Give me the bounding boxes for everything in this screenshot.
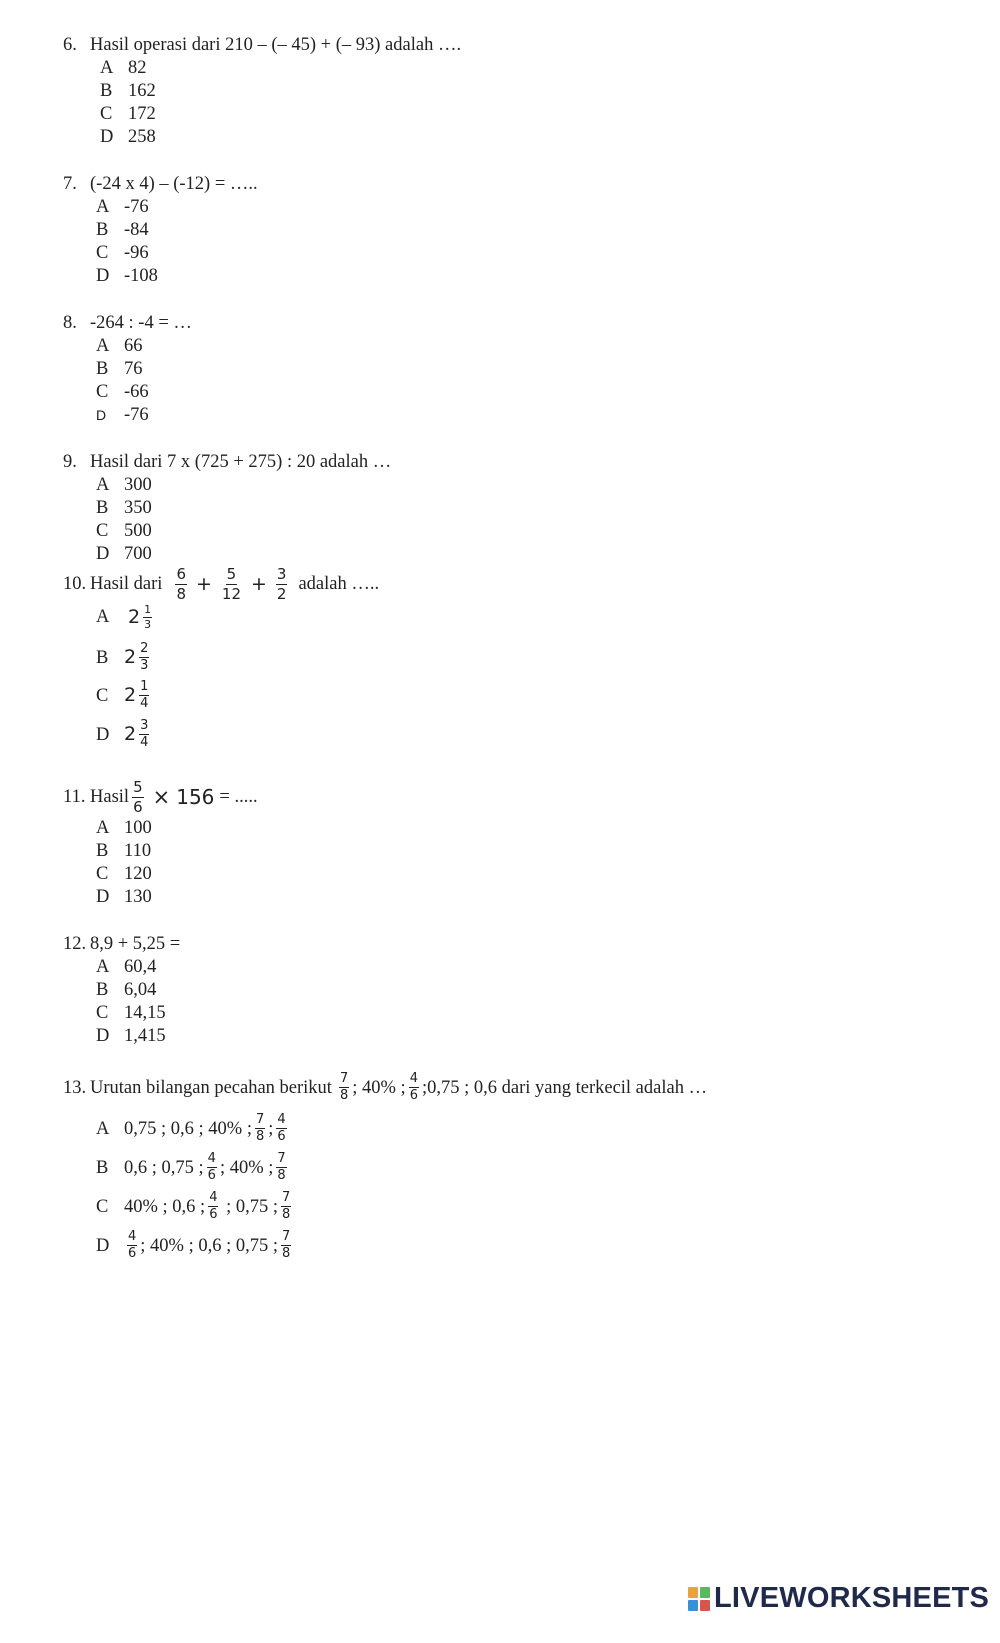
option-d[interactable] — [96, 888, 152, 907]
option-value: 76 — [124, 359, 143, 379]
question-text: Hasil dari 7 x (725 + 275) : 20 adalah … — [90, 452, 392, 472]
question-number: 7. — [63, 174, 77, 194]
option-d[interactable] — [96, 1230, 294, 1262]
option-letter: D — [96, 1026, 110, 1046]
option-value: -66 — [124, 382, 149, 402]
fraction: $\frac{7}{8}$ — [277, 1151, 286, 1184]
option-b[interactable] — [96, 360, 143, 379]
option-letter: C — [100, 104, 113, 124]
option-letter: B — [96, 1157, 109, 1178]
option-letter: D — [96, 724, 110, 745]
fraction: $\frac{4}{6}$ — [209, 1190, 218, 1223]
fraction: $\frac{1}{3}$ — [144, 603, 152, 632]
mixed-whole: 2 — [128, 606, 141, 629]
option-letter: A — [96, 818, 110, 838]
logo-text: LIVEWORKSHEETS — [714, 1582, 990, 1614]
fraction: $\frac{7}{8}$ — [339, 1071, 349, 1104]
option-value: -108 — [124, 266, 158, 286]
fraction: $\frac{2}{3}$ — [140, 641, 149, 674]
question-number: 12. — [63, 934, 87, 954]
option-b[interactable] — [96, 981, 156, 1000]
plus-operator: + — [195, 572, 212, 595]
question-7 — [63, 175, 258, 194]
question-number: 10. — [63, 573, 87, 594]
fraction: $\frac{6}{8}$ — [176, 565, 186, 603]
option-b[interactable] — [96, 842, 151, 861]
option-value: 100 — [124, 818, 152, 838]
option-letter: C — [96, 382, 109, 402]
question-text: = ..... — [219, 786, 258, 807]
times-operator: × — [152, 784, 171, 809]
option-text: 0,6 ; 0,75 ; — [124, 1157, 204, 1178]
question-11 — [63, 779, 258, 815]
option-a[interactable] — [100, 59, 147, 78]
option-value: 300 — [124, 475, 152, 495]
option-a[interactable] — [96, 198, 149, 217]
option-value: 6,04 — [124, 980, 157, 1000]
question-number: 11. — [63, 786, 86, 807]
option-value: 110 — [124, 841, 152, 861]
option-text: ; 40% ; 0,6 ; 0,75 ; — [140, 1235, 279, 1256]
option-value: 1,415 — [124, 1026, 166, 1046]
option-letter: C — [96, 864, 109, 884]
fraction: $\frac{7}{8}$ — [282, 1229, 291, 1262]
question-12 — [63, 935, 180, 954]
option-b[interactable] — [96, 499, 152, 518]
fraction: $\frac{4}{6}$ — [207, 1151, 216, 1184]
fraction: $\frac{7}{8}$ — [255, 1112, 265, 1145]
option-b[interactable] — [96, 1152, 290, 1184]
option-c[interactable] — [96, 865, 152, 884]
option-d[interactable] — [96, 719, 152, 751]
option-value: -96 — [124, 243, 149, 263]
option-letter: A — [96, 1118, 110, 1139]
option-a[interactable] — [96, 337, 143, 356]
option-c[interactable] — [100, 105, 156, 124]
option-a[interactable] — [96, 1113, 290, 1145]
option-letter: D — [96, 266, 110, 286]
option-letter: D — [96, 887, 110, 907]
fraction: $\frac{1}{4}$ — [140, 679, 149, 712]
mixed-whole: 2 — [124, 684, 137, 707]
option-text: ; 40% ; — [219, 1157, 274, 1178]
option-value: -84 — [124, 220, 149, 240]
option-c[interactable] — [96, 383, 149, 402]
fraction: $\frac{3}{2}$ — [276, 565, 287, 603]
question-6 — [63, 36, 461, 55]
option-value: -76 — [124, 405, 149, 425]
option-value: 66 — [124, 336, 143, 356]
option-a[interactable] — [96, 604, 155, 631]
question-text: ; 40% ; — [352, 1077, 406, 1098]
question-text: (-24 x 4) – (-12) = ….. — [90, 174, 258, 194]
option-letter: C — [96, 685, 109, 706]
option-d[interactable] — [96, 267, 158, 286]
option-letter: A — [96, 957, 110, 977]
logo-icon — [688, 1587, 710, 1611]
option-value: 700 — [124, 544, 152, 564]
option-letter: B — [96, 498, 109, 518]
option-a[interactable] — [96, 476, 152, 495]
factor: 156 — [176, 785, 215, 809]
option-letter: C — [96, 1196, 109, 1217]
fraction: $\frac{4}{6}$ — [128, 1229, 137, 1262]
option-value: 120 — [124, 864, 152, 884]
question-8 — [63, 314, 192, 333]
question-number: 13. — [63, 1077, 87, 1098]
option-letter: B — [96, 841, 109, 861]
question-text: Hasil operasi dari 210 – (– 45) + (– 93) adalah …. — [90, 35, 462, 55]
option-value: 500 — [124, 521, 152, 541]
option-d[interactable] — [96, 1027, 166, 1046]
option-letter: A — [96, 607, 110, 628]
option-value: 60,4 — [124, 957, 157, 977]
question-text: 8,9 + 5,25 = — [90, 934, 181, 954]
question-text: ;0,75 ; 0,6 dari yang terkecil adalah … — [421, 1077, 708, 1098]
option-value: 350 — [124, 498, 152, 518]
option-letter: D — [96, 544, 110, 564]
question-text: Hasil dari — [90, 573, 163, 594]
question-text: adalah ….. — [298, 573, 380, 594]
option-c[interactable] — [96, 522, 152, 541]
option-text: 0,75 ; 0,6 ; 40% ; — [124, 1118, 252, 1139]
option-d[interactable] — [96, 406, 149, 425]
option-letter: C — [96, 521, 109, 541]
question-10 — [63, 566, 379, 602]
option-letter: B — [96, 220, 109, 240]
option-c[interactable] — [96, 244, 149, 263]
option-c[interactable] — [96, 680, 152, 712]
liveworksheets-logo — [688, 1582, 989, 1615]
option-b[interactable] — [96, 642, 152, 674]
option-d[interactable] — [96, 545, 152, 564]
question-9 — [63, 453, 391, 472]
option-text: ; — [268, 1118, 274, 1139]
option-letter: B — [100, 81, 113, 101]
plus-operator: + — [251, 572, 267, 595]
fraction: $\frac{5}{12}$ — [221, 565, 241, 603]
option-letter: D — [96, 1235, 110, 1256]
fraction: $\frac{7}{8}$ — [282, 1190, 291, 1223]
question-text: -264 : -4 = … — [90, 313, 192, 333]
option-letter: B — [96, 980, 109, 1000]
option-value: 162 — [128, 81, 156, 101]
fraction: $\frac{4}{6}$ — [409, 1071, 418, 1104]
option-value: 130 — [124, 887, 152, 907]
fraction: $\frac{4}{6}$ — [277, 1112, 286, 1145]
mixed-whole: 2 — [124, 723, 137, 746]
option-letter: D — [96, 407, 107, 424]
option-value: 258 — [128, 127, 156, 147]
option-letter: A — [96, 197, 110, 217]
question-number: 8. — [63, 313, 77, 333]
option-text: 40% ; 0,6 ; — [124, 1196, 206, 1217]
option-a[interactable] — [96, 819, 152, 838]
option-b[interactable] — [96, 221, 149, 240]
option-value: 82 — [128, 58, 147, 78]
option-letter: A — [96, 475, 110, 495]
option-letter: D — [100, 127, 114, 147]
option-b[interactable] — [100, 82, 156, 101]
option-letter: B — [96, 359, 109, 379]
question-number: 9. — [63, 452, 77, 472]
fraction: $\frac{5}{6}$ — [133, 778, 143, 816]
option-letter: C — [96, 1003, 109, 1023]
mixed-whole: 2 — [124, 646, 137, 669]
option-d[interactable] — [100, 128, 156, 147]
option-letter: A — [96, 336, 110, 356]
option-text: ; 0,75 ; — [221, 1196, 279, 1217]
question-text: Urutan bilangan pecahan berikut — [90, 1077, 332, 1098]
option-letter: C — [96, 243, 109, 263]
option-letter: A — [100, 58, 114, 78]
question-number: 6. — [63, 35, 77, 55]
option-value: 172 — [128, 104, 156, 124]
question-13 — [63, 1072, 707, 1104]
option-a[interactable] — [96, 958, 156, 977]
option-c[interactable] — [96, 1191, 294, 1223]
option-value: -76 — [124, 197, 149, 217]
option-letter: B — [96, 647, 109, 668]
fraction: $\frac{3}{4}$ — [140, 718, 149, 751]
option-c[interactable] — [96, 1004, 166, 1023]
option-value: 14,15 — [124, 1003, 166, 1023]
question-text: Hasil — [90, 786, 130, 807]
